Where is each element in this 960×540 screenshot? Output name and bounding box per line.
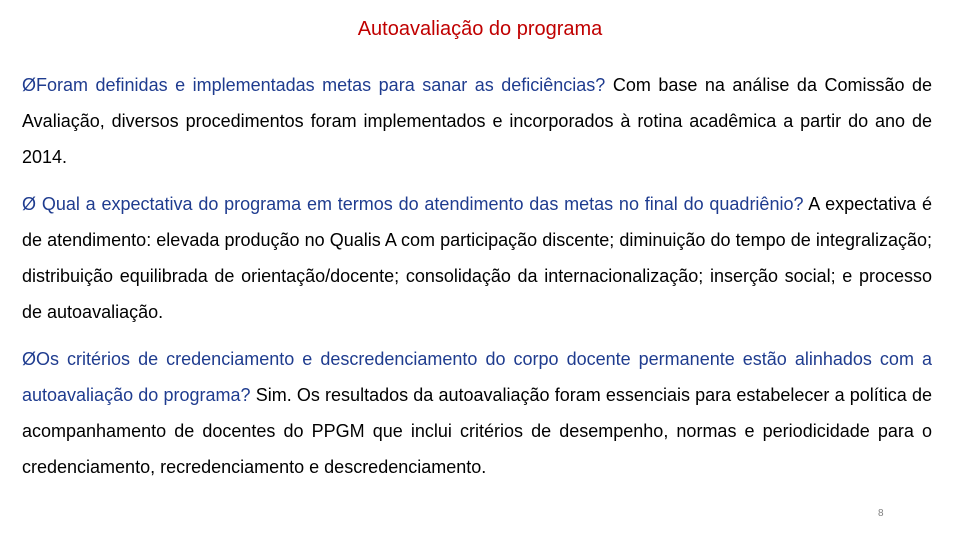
item-2-answer: A expectativa é de atendimento: elevada produção no Qualis A com participação discente; diminuição do tempo de integralização; distribuição equilibrada de orientação/docente; consolidação da internacionalização; inserção social; e processo de autoavaliação. — [22, 194, 932, 322]
item-3-question: Os critérios de credenciamento e descredenciamento do corpo docente permanente estão alinhados com a autoavaliação do programa? — [22, 349, 932, 405]
page-number: 8 — [878, 508, 884, 519]
item-1 — [22, 67, 932, 175]
bullet-arrow-icon: Ø — [22, 75, 37, 95]
item-2-question: Qual a expectativa do programa em termos do atendimento das metas no final do quadriênio? — [41, 194, 804, 214]
item-2 — [22, 186, 932, 330]
bullet-arrow-icon: Ø — [22, 194, 37, 214]
bullet-arrow-icon: Ø — [22, 349, 37, 369]
item-3 — [22, 341, 932, 485]
slide-title: Autoavaliação do programa — [357, 18, 603, 40]
item-1-answer: Com base na análise da Comissão de Avaliação, diversos procedimentos foram implementados e incorporados à rotina acadêmica a partir do ano de 2014. — [22, 75, 933, 167]
item-3-answer: Sim. Os resultados da autoavaliação foram essenciais para estabelecer a política de acompanhamento de docentes do PPGM que inclui critérios de desempenho, normas e periodicidade para o credenciamento, recredenciamento e descredenciamento. — [22, 385, 932, 477]
item-1-question: Foram definidas e implementadas metas para sanar as deficiências? — [36, 75, 606, 95]
